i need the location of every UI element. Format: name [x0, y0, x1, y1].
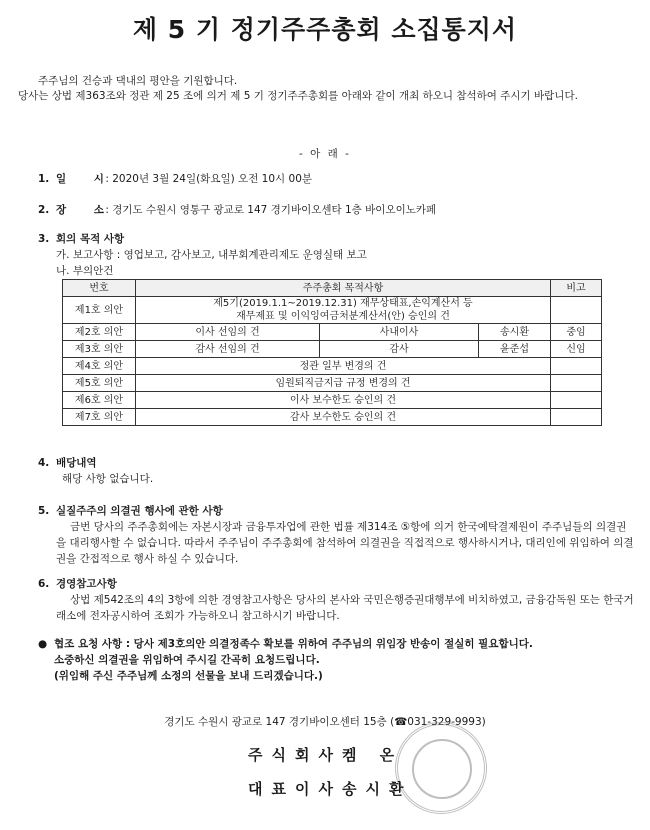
agenda-subject: 감사 보수한도 승인의 건 — [136, 409, 551, 426]
footer-address: 경기도 수원시 광교로 147 경기바이오센터 15층 (☎031-329-9993) — [164, 716, 486, 728]
agenda-table — [62, 279, 602, 426]
item-place-value: : 경기도 수원시 영통구 광교로 147 경기바이오센타 1층 바이오이노카페 — [105, 204, 437, 216]
purpose-report: 가. 보고사항 : 영업보고, 감사보고, 내부회계관리제도 운영실태 보고 — [56, 249, 367, 261]
section-voting — [38, 503, 223, 518]
section-dividend — [38, 455, 97, 470]
agenda-number: 제7호 의안 — [63, 409, 136, 426]
management-text: 상법 제542조의 4의 3항에 의한 경영참고사항은 당사의 본사와 국민은행증권대행부에 비치하였고, 금융감독원 또는 한국거래소에 전자공시하여 조회가 가능하오니 참고하시기 바랍니다. — [56, 594, 634, 622]
section-purpose-title: 회의 목적 사항 — [56, 233, 125, 245]
footer-ceo: 대표이사송시환 — [248, 780, 413, 798]
agenda-subject: 임원퇴직금지급 규정 변경의 건 — [136, 375, 551, 392]
agenda-note: 중임 — [551, 324, 602, 341]
table-row — [63, 358, 602, 375]
agenda-number: 제3호 의안 — [63, 341, 136, 358]
agenda-position: 감사 — [320, 341, 479, 358]
agenda-header-subject: 주주총회 목적사항 — [136, 280, 551, 297]
table-row — [63, 297, 602, 324]
agenda-candidate: 송시환 — [479, 324, 551, 341]
agenda-note: 신임 — [551, 341, 602, 358]
section-management-title: 경영참고사항 — [56, 578, 117, 590]
agenda-number: 제4호 의안 — [63, 358, 136, 375]
agenda-subject-line: 제5기(2019.1.1~2019.12.31) 재무상태표,손익계산서 등 — [213, 298, 473, 309]
section-management — [38, 576, 117, 591]
item-place-label: 장 소 — [56, 204, 116, 216]
agenda-note — [551, 297, 602, 324]
table-row — [63, 341, 602, 358]
cooperation-notice — [38, 636, 533, 684]
item-date-label: 일 시 — [56, 173, 116, 185]
item-place — [38, 202, 436, 217]
section-dividend-number: 4. — [38, 457, 50, 469]
agenda-subject: 정관 일부 변경의 건 — [136, 358, 551, 375]
section-dividend-title: 배당내역 — [56, 457, 97, 469]
agenda-note — [551, 375, 602, 392]
agenda-note — [551, 409, 602, 426]
agenda-header-row — [63, 280, 602, 297]
intro-notice: 당사는 상법 제363조와 정관 제 25 조에 의거 제 5 기 정기주주총회를 아래와 같이 개최 하오니 참석하여 주시기 바랍니다. — [18, 90, 578, 102]
agenda-number: 제6호 의안 — [63, 392, 136, 409]
table-row — [63, 392, 602, 409]
agenda-subject — [136, 297, 551, 324]
agenda-subject: 이사 보수한도 승인의 건 — [136, 392, 551, 409]
ahrae-heading: - 아 래 - — [299, 148, 351, 160]
intro-paragraph — [18, 74, 638, 104]
dividend-text: 해당 사항 없습니다. — [62, 473, 154, 485]
purpose-resolution: 나. 부의안건 — [56, 265, 114, 277]
section-purpose-number: 3. — [38, 233, 50, 245]
cooperation-line: 협조 요청 사항 : 당사 제3호의안 의결정족수 확보를 위하여 주주님의 위임장 반송이 절실히 필요합니다. — [54, 638, 533, 650]
agenda-header-note: 비고 — [551, 280, 602, 297]
agenda-position: 사내이사 — [320, 324, 479, 341]
item-date — [38, 171, 312, 186]
section-voting-title: 실질주주의 의결권 행사에 관한 사항 — [56, 505, 223, 517]
agenda-number: 제2호 의안 — [63, 324, 136, 341]
agenda-subject: 이사 선임의 건 — [136, 324, 320, 341]
bullet-icon: ● — [38, 638, 48, 650]
section-voting-number: 5. — [38, 505, 50, 517]
voting-text: 금번 당사의 주주총회에는 자본시장과 금융투자업에 관한 법률 제314조 ⑤항에 의거 한국예탁결제원이 주주님들의 의결권을 대리행사할 수 없습니다. 따라서 주주님이 주주총회에 참석하여 의결권을 직접적으로 행사하시거나, 대리인에 위임하여 의결권을 간접적으로 행사 하실 수 있습니다. — [56, 521, 634, 565]
agenda-subject-line: 재무제표 및 이익잉여금처분계산서(안) 승인의 건 — [236, 311, 450, 322]
item-date-number: 1. — [38, 173, 50, 185]
item-date-value: : 2020년 3월 24일(화요일) 오전 10시 00분 — [105, 173, 313, 185]
footer-company: 주식회사켐 온 — [248, 746, 404, 764]
table-row — [63, 375, 602, 392]
intro-greeting: 주주님의 건승과 댁내의 평안을 기원합니다. — [38, 75, 238, 87]
cooperation-line: (위임해 주신 주주님께 소정의 선물을 보내 드리겠습니다.) — [54, 670, 323, 682]
agenda-number: 제1호 의안 — [63, 297, 136, 324]
table-row — [63, 324, 602, 341]
agenda-number: 제5호 의안 — [63, 375, 136, 392]
page-title: 제 5 기 정기주주총회 소집통지서 — [132, 15, 518, 44]
company-seal-icon — [395, 722, 487, 814]
section-management-number: 6. — [38, 578, 50, 590]
section-purpose — [38, 231, 124, 246]
agenda-note — [551, 358, 602, 375]
agenda-header-number: 번호 — [63, 280, 136, 297]
item-place-number: 2. — [38, 204, 50, 216]
agenda-candidate: 윤준섭 — [479, 341, 551, 358]
table-row — [63, 409, 602, 426]
cooperation-line: 소중하신 의결권을 위임하여 주시길 간곡히 요청드립니다. — [54, 654, 320, 666]
agenda-subject: 감사 선임의 건 — [136, 341, 320, 358]
agenda-note — [551, 392, 602, 409]
